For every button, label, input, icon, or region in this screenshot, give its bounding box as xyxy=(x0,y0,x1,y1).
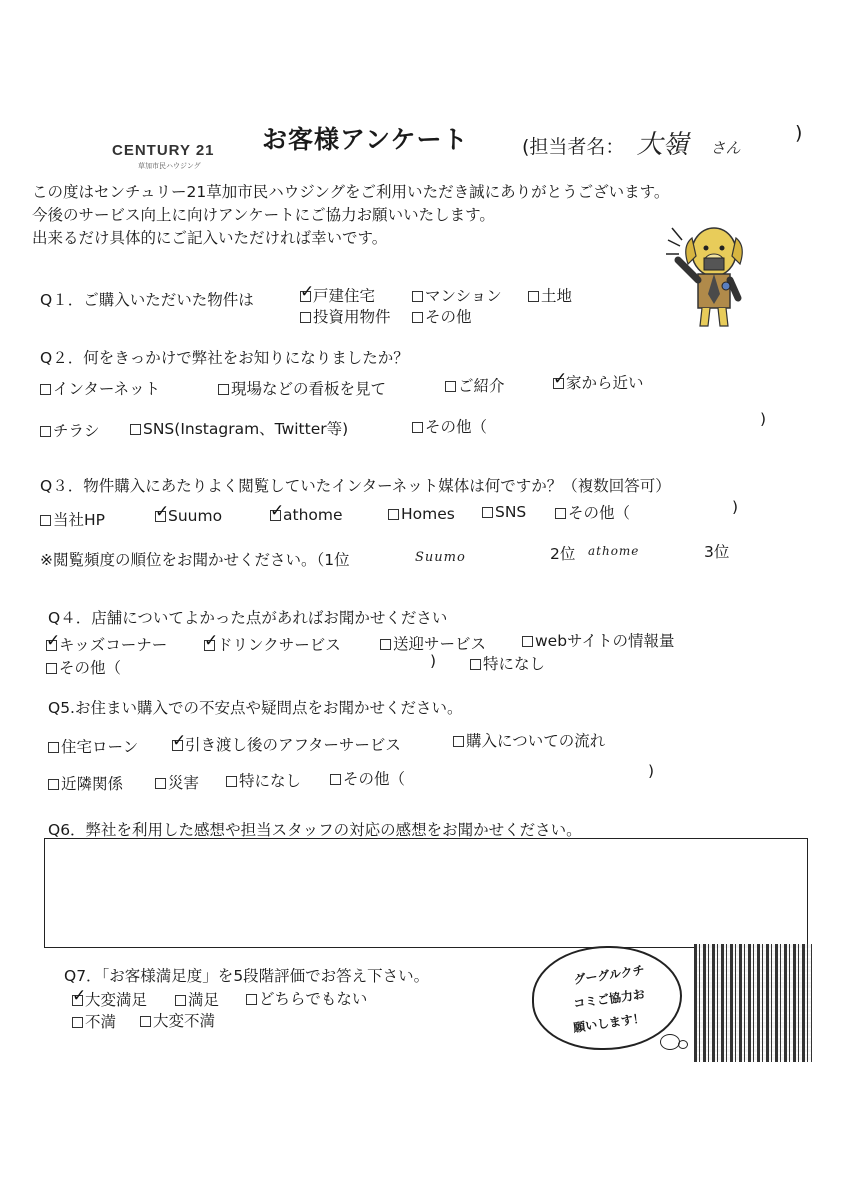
q5-option-after-service[interactable] xyxy=(172,733,401,755)
q5-option-purchase-flow[interactable] xyxy=(453,729,605,751)
q2-option-other[interactable] xyxy=(412,415,487,437)
q3-close-paren: ) xyxy=(732,498,739,516)
q3-rank-label: ※閲覧頻度の順位をお聞かせください。（1位 xyxy=(40,551,350,569)
q4-label: Q４．店舗についてよかった点があればお聞かせください xyxy=(48,609,448,627)
company-logo: CENTURY 21 xyxy=(112,142,215,159)
q7-option-label: 不満 xyxy=(85,1013,117,1031)
checkbox[interactable] xyxy=(412,422,423,433)
q3-option-label: Homes xyxy=(401,505,455,523)
q4-option-kids-corner[interactable] xyxy=(46,633,167,655)
q3-option-label: Suumo xyxy=(168,507,223,525)
checkbox[interactable] xyxy=(155,778,166,789)
q3-option-label: 当社HP xyxy=(53,511,106,529)
bubble-text-line-1: グーグルクチ xyxy=(572,963,646,987)
staff-name-field[interactable] xyxy=(522,124,741,161)
q1-option-label: 戸建住宅 xyxy=(313,287,376,305)
q3-option-label: athome xyxy=(283,506,343,524)
intro-line-3: 出来るだけ具体的にご記入いただければ幸いです。 xyxy=(32,229,388,247)
q2-option-signboard[interactable] xyxy=(218,377,386,399)
q2-option-label: チラシ xyxy=(53,422,100,440)
checkbox[interactable] xyxy=(40,426,51,437)
checkbox-checked[interactable] xyxy=(270,510,281,521)
q4-option-label: その他（ xyxy=(59,659,122,677)
q1-option-other[interactable] xyxy=(412,305,472,327)
q2-option-label: その他（ xyxy=(425,418,488,436)
q3-option-label: その他（ xyxy=(568,504,631,522)
checkbox-checked[interactable] xyxy=(155,511,166,522)
checkbox[interactable] xyxy=(226,776,237,787)
checkbox[interactable] xyxy=(40,384,51,395)
checkbox[interactable] xyxy=(40,515,51,526)
bubble-tail-dot xyxy=(678,1040,688,1049)
q7-option-label: どちらでもない xyxy=(259,990,368,1008)
q2-option-label: インターネット xyxy=(53,380,161,398)
checkbox[interactable] xyxy=(46,663,57,674)
q4-option-label: 送迎サービス xyxy=(393,635,487,653)
checkbox[interactable] xyxy=(445,381,456,392)
checkbox[interactable] xyxy=(330,774,341,785)
checkbox[interactable] xyxy=(48,779,59,790)
checkbox[interactable] xyxy=(246,994,257,1005)
q5-option-label: 引き渡し後のアフターサービス xyxy=(185,736,401,754)
q4-option-website-info[interactable] xyxy=(522,629,674,651)
q1-option-label: マンション xyxy=(425,287,502,305)
q1-option-label: 投資用物件 xyxy=(313,308,391,326)
q7-option-very-dissatisfied[interactable] xyxy=(140,1009,215,1031)
checkbox[interactable] xyxy=(72,1017,83,1028)
q5-label: Q5.お住まい購入での不安点や疑問点をお聞かせください。 xyxy=(48,699,463,717)
q5-option-label: 特になし xyxy=(239,772,302,790)
q2-close-paren: ) xyxy=(760,410,767,428)
q5-option-none[interactable] xyxy=(226,769,301,791)
q4-close-paren: ) xyxy=(430,652,437,670)
q1-option-mansion[interactable] xyxy=(412,284,502,306)
q4-option-other[interactable] xyxy=(46,656,121,678)
checkbox-checked[interactable] xyxy=(46,640,57,651)
q5-close-paren: ) xyxy=(648,762,655,780)
q3-option-company-hp[interactable] xyxy=(40,508,105,530)
checkbox[interactable] xyxy=(388,509,399,520)
q2-option-flyer[interactable] xyxy=(40,419,100,441)
q3-option-athome[interactable] xyxy=(270,506,343,524)
q2-option-label: 現場などの看板を見て xyxy=(231,380,387,398)
q5-option-loan[interactable] xyxy=(48,735,138,757)
q5-option-label: 災害 xyxy=(168,774,200,792)
q7-option-dissatisfied[interactable] xyxy=(72,1010,116,1032)
q4-option-label: 特になし xyxy=(483,655,546,673)
q5-option-other[interactable] xyxy=(330,767,405,789)
q5-option-label: 購入についての流れ xyxy=(466,732,606,750)
q6-comment-box[interactable] xyxy=(44,838,808,948)
checkbox[interactable] xyxy=(175,995,186,1006)
q2-option-label: SNS(Instagram、Twitter等) xyxy=(143,420,349,438)
checkbox-checked[interactable] xyxy=(204,640,215,651)
q7-option-label: 大変不満 xyxy=(153,1012,216,1030)
q3-option-sns[interactable] xyxy=(482,503,526,521)
q2-option-referral[interactable] xyxy=(445,374,505,396)
checkbox[interactable] xyxy=(528,291,539,302)
page-title: お客様アンケート xyxy=(262,125,469,154)
q4-option-drink-service[interactable] xyxy=(204,633,341,655)
q5-option-label: 近隣関係 xyxy=(61,775,124,793)
checkbox[interactable] xyxy=(453,736,464,747)
checkbox-checked[interactable] xyxy=(172,740,183,751)
checkbox[interactable] xyxy=(380,639,391,650)
q1-option-label: その他 xyxy=(425,308,472,326)
checkbox[interactable] xyxy=(48,742,59,753)
checkbox[interactable] xyxy=(470,659,481,670)
q6-label: Q6．弊社を利用した感想や担当スタッフの対応の感想をお聞かせください。 xyxy=(48,821,582,839)
q2-option-label: ご紹介 xyxy=(458,377,505,395)
q2-option-internet[interactable] xyxy=(40,377,160,399)
bubble-tail-dot xyxy=(660,1034,680,1050)
q4-option-label: キッズコーナー xyxy=(59,636,168,654)
staff-honorific: さん xyxy=(710,139,741,157)
q3-rank2-value[interactable]: athome xyxy=(588,544,640,558)
q3-option-suumo[interactable] xyxy=(155,507,222,525)
checkbox[interactable] xyxy=(522,636,533,647)
q7-label: Q7．「お客様満足度」を5段階評価でお答え下さい。 xyxy=(64,967,430,985)
checkbox[interactable] xyxy=(140,1016,151,1027)
q1-label: Q１．ご購入いただいた物件は xyxy=(40,291,254,309)
checkbox[interactable] xyxy=(130,424,141,435)
checkbox[interactable] xyxy=(555,508,566,519)
qr-code-icon[interactable] xyxy=(694,944,812,1062)
q3-option-label: SNS xyxy=(495,503,527,521)
q4-option-none[interactable] xyxy=(470,652,545,674)
staff-close-paren: ) xyxy=(795,122,803,144)
checkbox-checked[interactable] xyxy=(300,291,311,302)
q4-option-label: ドリンクサービス xyxy=(217,636,341,654)
q7-option-satisfied[interactable] xyxy=(175,988,219,1010)
q3-rank1-value[interactable]: Suumo xyxy=(415,550,466,565)
bubble-text-line-3: 願いします！ xyxy=(572,1011,646,1035)
dog-mascot-icon xyxy=(664,218,754,330)
q1-option-investment[interactable] xyxy=(300,305,391,327)
q2-option-sns[interactable] xyxy=(130,417,348,439)
q5-option-neighbors[interactable] xyxy=(48,772,123,794)
company-logo-subtitle: 草加市民ハウジング xyxy=(138,162,201,170)
q2-option-label: 家から近い xyxy=(566,374,644,392)
q7-option-neutral[interactable] xyxy=(246,987,367,1009)
q7-option-label: 大変満足 xyxy=(85,991,148,1009)
q7-option-label: 満足 xyxy=(188,991,220,1009)
checkbox[interactable] xyxy=(412,291,423,302)
staff-label: (担当者名： xyxy=(522,136,625,158)
q3-rank3-label: 3位 xyxy=(704,543,730,561)
q1-option-label: 土地 xyxy=(541,287,573,305)
q1-option-house[interactable] xyxy=(300,284,375,306)
q3-option-other[interactable] xyxy=(555,501,630,523)
q7-option-very-satisfied[interactable] xyxy=(72,988,147,1010)
q2-label: Q２．何をきっかけで弊社をお知りになりましたか？ xyxy=(40,349,409,367)
intro-line-1: この度はセンチュリー21草加市民ハウジングをご利用いただき誠にありがとうございます。 xyxy=(32,183,670,201)
q3-rank2-label: 2位 xyxy=(550,545,576,563)
bubble-text-line-2: コミご協力お xyxy=(572,987,646,1011)
q2-option-nearby[interactable] xyxy=(553,371,644,393)
q4-option-label: webサイトの情報量 xyxy=(535,632,675,650)
q1-option-land[interactable] xyxy=(528,284,572,306)
q5-option-label: その他（ xyxy=(343,770,406,788)
q5-option-disaster[interactable] xyxy=(155,771,199,793)
checkbox-checked[interactable] xyxy=(72,995,83,1006)
checkbox[interactable] xyxy=(412,312,423,323)
intro-line-2: 今後のサービス向上に向けアンケートにご協力お願いいたします。 xyxy=(32,206,495,224)
checkbox[interactable] xyxy=(218,384,229,395)
q3-label: Q３．物件購入にあたりよく閲覧していたインターネット媒体は何ですか？（複数回答可） xyxy=(40,477,671,495)
q5-option-label: 住宅ローン xyxy=(61,738,139,756)
checkbox[interactable] xyxy=(300,312,311,323)
q3-option-homes[interactable] xyxy=(388,505,455,523)
q4-option-shuttle[interactable] xyxy=(380,632,486,654)
checkbox-checked[interactable] xyxy=(553,378,564,389)
staff-name-value: 大嶺 xyxy=(636,130,689,160)
checkbox[interactable] xyxy=(482,507,493,518)
